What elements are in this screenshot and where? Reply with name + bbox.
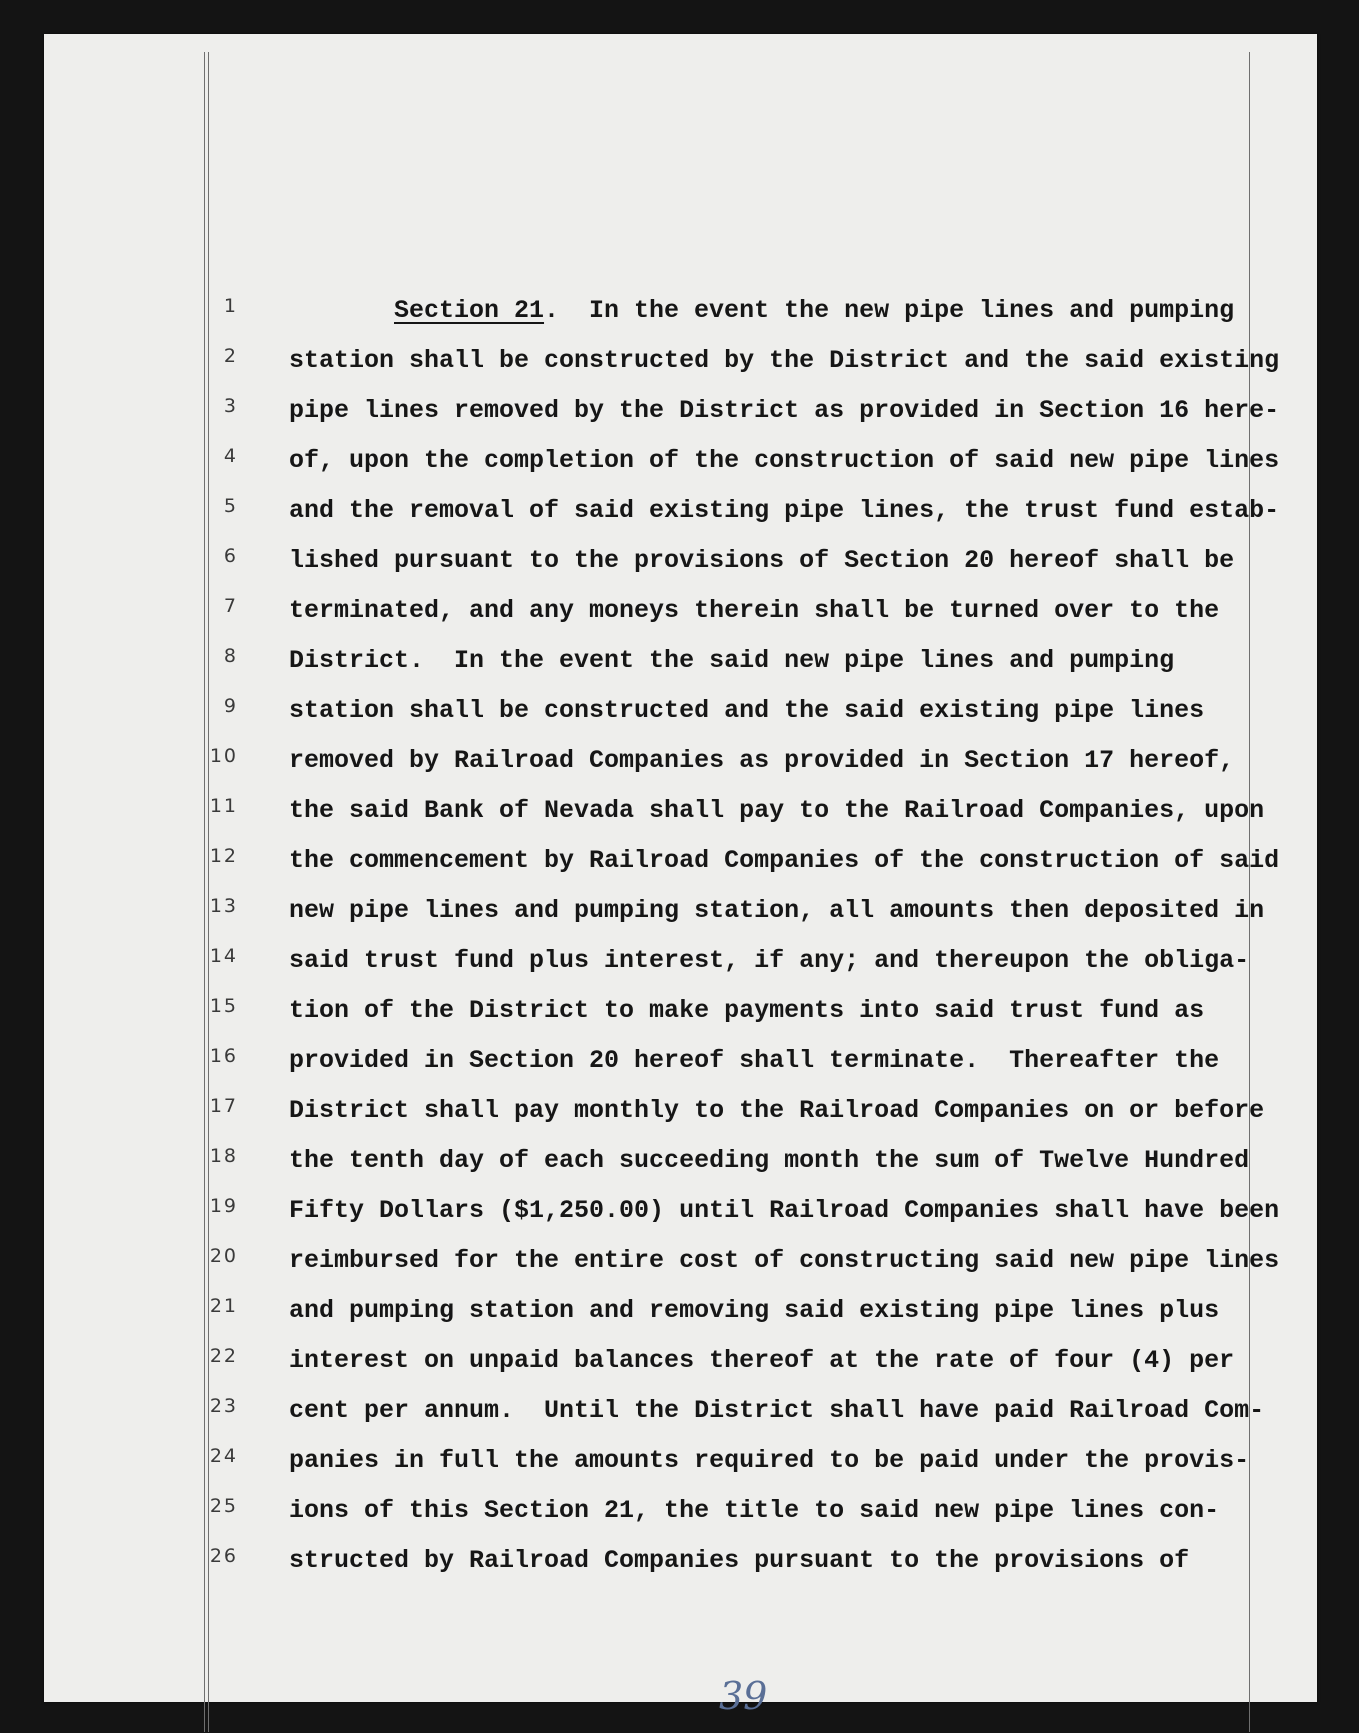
line-number: 17 — [209, 1095, 238, 1117]
body-line: said trust fund plus interest, if any; and thereupon the obliga- — [289, 946, 1250, 975]
line-number: 7 — [223, 595, 238, 617]
body-line: panies in full the amounts required to be paid under the provis- — [289, 1446, 1250, 1475]
line-number: 1 — [223, 295, 238, 317]
line-number: 11 — [209, 795, 238, 817]
line-number-column — [44, 34, 244, 1702]
body-line: and pumping station and removing said existing pipe lines plus — [289, 1296, 1220, 1325]
line-number: 5 — [223, 495, 238, 517]
body-line: of, upon the completion of the construction of said new pipe lines — [289, 446, 1280, 475]
body-line: new pipe lines and pumping station, all amounts then deposited in — [289, 896, 1265, 925]
body-line: tion of the District to make payments into said trust fund as — [289, 996, 1205, 1025]
body-line: the tenth day of each succeeding month the sum of Twelve Hundred — [289, 1146, 1250, 1175]
handwritten-page-number: 39 — [719, 1674, 768, 1718]
body-line: provided in Section 20 hereof shall terminate. Thereafter the — [289, 1046, 1220, 1075]
body-line: cent per annum. Until the District shall have paid Railroad Com- — [289, 1396, 1265, 1425]
line-number: 19 — [209, 1195, 238, 1217]
line-number: 3 — [223, 395, 238, 417]
line-number: 21 — [209, 1295, 238, 1317]
line-number: 18 — [209, 1145, 238, 1167]
line-number: 14 — [209, 945, 238, 967]
line-number: 9 — [223, 695, 238, 717]
line-number: 15 — [209, 995, 238, 1017]
body-line: structed by Railroad Companies pursuant to the provisions of — [289, 1546, 1190, 1575]
body-line: District. In the event the said new pipe lines and pumping — [289, 646, 1175, 675]
line-number: 13 — [209, 895, 238, 917]
section-heading: Section 21 — [394, 296, 545, 325]
line-number: 6 — [223, 545, 238, 567]
line-number: 16 — [209, 1045, 238, 1067]
body-line: reimbursed for the entire cost of constructing said new pipe lines — [289, 1246, 1280, 1275]
document-page — [44, 34, 1317, 1718]
body-line: removed by Railroad Companies as provided in Section 17 hereof, — [289, 746, 1235, 775]
body-line: lished pursuant to the provisions of Section 20 hereof shall be — [289, 546, 1235, 575]
body-line: pipe lines removed by the District as provided in Section 16 here- — [289, 396, 1280, 425]
body-line: station shall be constructed and the said existing pipe lines — [289, 696, 1205, 725]
line-number: 23 — [209, 1395, 238, 1417]
body-line: ions of this Section 21, the title to said new pipe lines con- — [289, 1496, 1220, 1525]
body-line: the commencement by Railroad Companies of the construction of said — [289, 846, 1280, 875]
line-number: 26 — [209, 1545, 238, 1567]
body-line: terminated, and any moneys therein shall be turned over to the — [289, 596, 1220, 625]
body-line: Section 21. In the event the new pipe lines and pumping — [394, 296, 1235, 325]
line-number: 12 — [209, 845, 238, 867]
body-line: interest on unpaid balances thereof at the rate of four (4) per — [289, 1346, 1235, 1375]
line-number: 10 — [209, 745, 238, 767]
line-number: 22 — [209, 1345, 238, 1367]
body-line: District shall pay monthly to the Railroad Companies on or before — [289, 1096, 1265, 1125]
line-number: 25 — [209, 1495, 238, 1517]
body-line: Fifty Dollars ($1,250.00) until Railroad Companies shall have been — [289, 1196, 1280, 1225]
body-line: station shall be constructed by the District and the said existing — [289, 346, 1280, 375]
line-number: 20 — [209, 1245, 238, 1267]
line-number: 4 — [223, 445, 238, 467]
line-number: 24 — [209, 1445, 238, 1467]
body-line: and the removal of said existing pipe lines, the trust fund estab- — [289, 496, 1280, 525]
line-number: 8 — [223, 645, 238, 667]
line-number: 2 — [223, 345, 238, 367]
body-line: the said Bank of Nevada shall pay to the Railroad Companies, upon — [289, 796, 1265, 825]
